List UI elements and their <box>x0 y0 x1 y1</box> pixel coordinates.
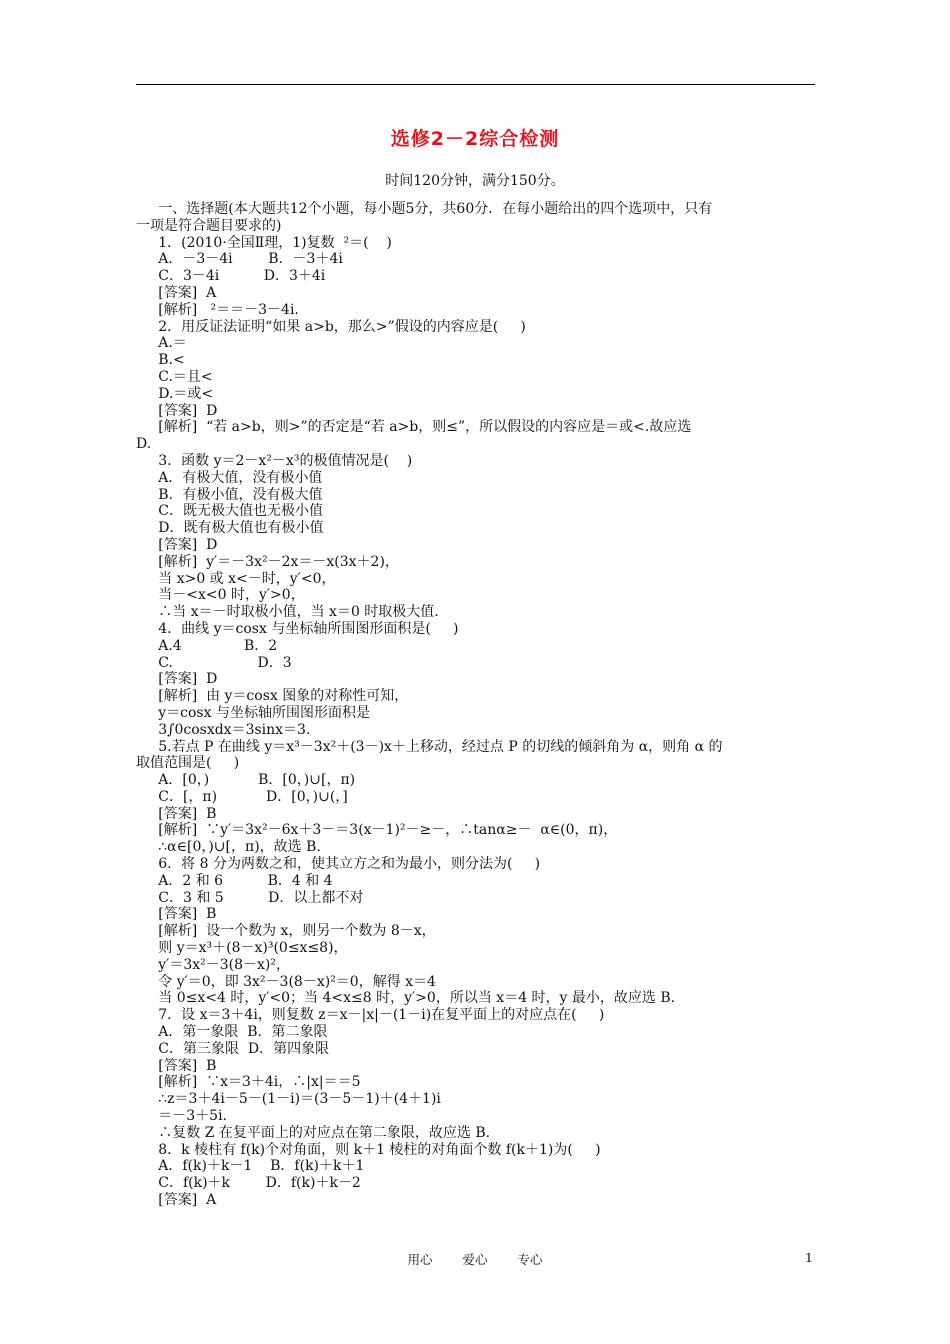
text-line: [答案] B <box>136 805 217 822</box>
text-line: [答案] B <box>136 906 217 923</box>
text-line: [解析] 设一个数为 x，则另一个数为 8－x， <box>136 923 436 940</box>
footer-text: 爱心 <box>462 1252 488 1267</box>
document-title: 选修2－2综合检测 <box>390 128 560 150</box>
text-line: 6．将 8 分为两数之和，使其立方之和为最小，则分法为( ) <box>136 856 541 873</box>
text-line: C．f(k)＋k D．f(k)＋k－2 <box>136 1175 361 1192</box>
text-line: C．3－4i D．3＋4i <box>136 268 326 285</box>
text-line: D.＝或< <box>136 385 214 402</box>
text-line: ∴当 x＝－时取极小值，当 x＝0 时取极大值. <box>136 604 439 621</box>
footer-text: 用心 <box>407 1252 433 1267</box>
text-line: 5.若点 P 在曲线 y＝x³－3x²＋(3－)x＋上移动，经过点 P 的切线的倾斜角为 α，则角 α 的 <box>136 738 723 755</box>
text-line: D. <box>136 436 152 453</box>
text-line: 当 x>0 或 x<－时，y′<0， <box>136 570 336 587</box>
text-line: ∴α∈[0，)∪[，π)，故选 B. <box>136 839 321 856</box>
text-line: y＝cosx 与坐标轴所围图形面积是 <box>136 704 370 721</box>
text-line: 8．k 棱柱有 f(k)个对角面，则 k＋1 棱柱的对角面个数 f(k＋1)为( ) <box>136 1141 601 1158</box>
text-line: B．有极小值，没有极大值 <box>136 486 323 503</box>
text-line: 3∫0cosxdx＝3sinx＝3. <box>136 721 311 738</box>
text-line: B.< <box>136 352 185 369</box>
text-line: 2．用反证法证明“如果 a>b，那么>”假设的内容应是( ) <box>136 318 526 335</box>
text-line: [解析] 由 y＝cosx 图象的对称性可知， <box>136 688 409 705</box>
text-line: A．有极大值，没有极小值 <box>136 469 323 486</box>
text-line: [解析] ∵y′＝3x²－6x＋3－＝3(x－1)²－≥－，∴tanα≥－ α∈(0，π)， <box>136 822 618 839</box>
text-line: [答案] D <box>136 671 218 688</box>
text-line: 令 y′＝0，即 3x²－3(8－x)²＝0，解得 x＝4 <box>136 973 436 990</box>
text-line: D．既有极大值也有极小值 <box>136 520 324 537</box>
text-line: A．[0，) B．[0，)∪[，π) <box>136 772 356 789</box>
text-line: [解析] “若 a>b，则>”的否定是“若 a>b，则≤”，所以假设的内容应是＝或<.故应选 <box>136 419 692 436</box>
text-line: y′＝3x²－3(8－x)²， <box>136 956 290 973</box>
page-number: 1 <box>805 1250 813 1265</box>
header-rule <box>136 84 815 85</box>
footer-text: 专心 <box>517 1252 543 1267</box>
text-line: [解析] y′＝－3x²－2x＝－x(3x＋2)， <box>136 553 399 570</box>
text-line: A．2 和 6 B．4 和 4 <box>136 872 333 889</box>
text-line: 1．(2010·全国Ⅱ理，1)复数 ²＝( ) <box>136 234 392 251</box>
text-line: [答案] D <box>136 536 218 553</box>
text-line: 一项是符合题目要求的) <box>136 217 282 234</box>
text-line: 一、选择题(本大题共12个小题，每小题5分，共60分．在每小题给出的四个选项中，只有 <box>136 201 713 217</box>
text-line: A．－3－4i B．－3＋4i <box>136 251 343 268</box>
text-line: 则 y＝x³＋(8－x)³(0≤x≤8)， <box>136 940 348 957</box>
text-line: [解析] ∵x＝3＋4i，∴|x|＝＝5 <box>136 1074 361 1091</box>
text-line: [答案] A <box>136 1192 217 1209</box>
text-line: C．第三象限 D．第四象限 <box>136 1040 330 1057</box>
text-line: 4．曲线 y＝cosx 与坐标轴所围图形面积是( ) <box>136 620 459 637</box>
text-line: C.＝且< <box>136 368 213 385</box>
text-line: [解析] ²＝＝－3－4i. <box>136 301 299 318</box>
text-line: A.4 B．2 <box>136 637 278 654</box>
text-line: 当 0≤x<4 时，y′<0；当 4<x≤8 时，y′>0，所以当 x＝4 时，y 最小，故应选 B. <box>136 990 676 1007</box>
text-line: [答案] D <box>136 402 218 419</box>
document-subtitle: 时间120分钟，满分150分。 <box>385 173 565 189</box>
text-line: 7．设 x＝3＋4i，则复数 z＝x－|x|－(1－i)在复平面上的对应点在( ) <box>136 1007 605 1024</box>
text-line: C．既无极大值也无极小值 <box>136 503 323 520</box>
text-line: C．3 和 5 D．以上都不对 <box>136 889 364 906</box>
text-line: ＝－3＋5i. <box>136 1108 227 1125</box>
text-line: A.＝ <box>136 335 187 352</box>
text-line: ∴z＝3＋4i－5－(1－i)＝(3－5－1)＋(4＋1)i <box>136 1091 441 1108</box>
text-line: ∴复数 Z 在复平面上的对应点在第二象限，故应选 B. <box>136 1124 491 1141</box>
document-body <box>136 201 816 1209</box>
text-line: A．f(k)＋k－1 B．f(k)＋k＋1 <box>136 1158 365 1175</box>
text-line: 取值范围是( ) <box>136 755 240 772</box>
text-line: A．第一象限 B．第二象限 <box>136 1024 328 1041</box>
text-line: [答案] B <box>136 1057 217 1074</box>
text-line: 当－<x<0 时，y′>0， <box>136 587 305 604</box>
text-line: 3．函数 y＝2－x²－x³的极值情况是( ) <box>136 452 413 469</box>
text-line: C．[，π) D．[0，)∪(，] <box>136 788 348 805</box>
text-line: C. D．3 <box>136 654 292 671</box>
text-line: [答案] A <box>136 284 217 301</box>
